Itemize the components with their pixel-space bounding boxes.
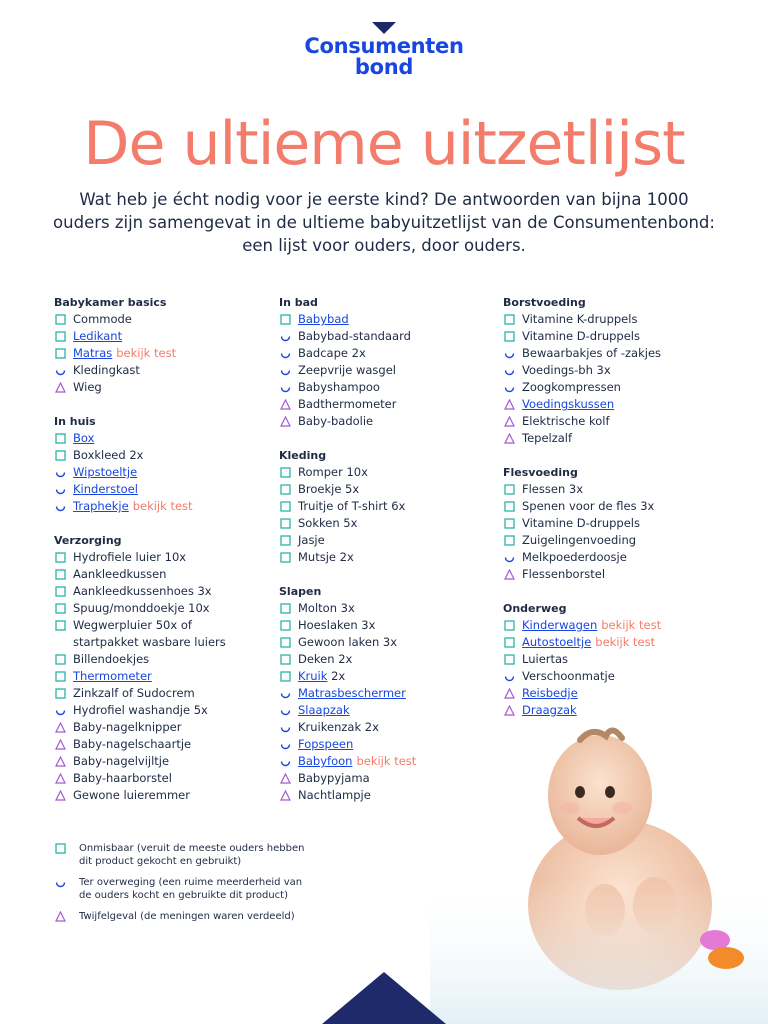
product-link[interactable]: Reisbedje (522, 686, 578, 700)
section-title: Onderweg (503, 602, 567, 615)
legend-text-line: dit product gekocht en gebruikt) (79, 856, 242, 867)
blue-half-circle-icon (55, 467, 66, 478)
checklist-item[interactable] (279, 515, 499, 532)
item-label: Kruikenzak 2x (298, 720, 379, 734)
checklist-item[interactable] (503, 515, 723, 532)
logo-line-1: Consumenten (304, 34, 464, 58)
brand-logo[interactable] (0, 22, 768, 78)
teal-square-icon (280, 535, 291, 546)
item-label: Hoeslaken 3x (298, 618, 376, 632)
item-label: Babypyjama (298, 771, 370, 785)
checklist-item[interactable] (54, 328, 274, 345)
product-link[interactable]: Fopspeen (298, 737, 354, 751)
blue-half-circle-icon (280, 331, 291, 342)
teal-square-icon (55, 348, 66, 359)
logo-triangle-icon (372, 22, 396, 34)
teal-square-icon (280, 620, 291, 631)
product-link[interactable]: Draagzak (522, 703, 577, 717)
item-label: Babybad-standaard (298, 329, 411, 343)
checklist-item[interactable] (54, 481, 274, 498)
checklist-item[interactable] (503, 668, 723, 685)
view-test-link[interactable]: bekijk test (601, 618, 662, 632)
teal-square-icon (504, 501, 515, 512)
product-link[interactable]: Kinderwagen (522, 618, 598, 632)
section-title: In bad (279, 296, 318, 309)
item-label: Mutsje 2x (298, 550, 354, 564)
item-label: Melkpoederdoosje (522, 550, 627, 564)
teal-square-icon (504, 637, 515, 648)
checklist-item[interactable] (503, 651, 723, 668)
item-label: Gewoon laken 3x (298, 635, 398, 649)
section-title: Flesvoeding (503, 466, 578, 479)
blue-half-circle-icon (504, 671, 515, 682)
checklist-item[interactable] (279, 634, 499, 651)
legend-item (54, 910, 334, 923)
item-label: Broekje 5x (298, 482, 360, 496)
blue-half-circle-icon (280, 739, 291, 750)
checklist-item[interactable] (503, 413, 723, 430)
teal-square-icon (280, 603, 291, 614)
teal-square-icon (504, 314, 515, 325)
checklist-item[interactable] (54, 583, 274, 600)
section (279, 447, 499, 566)
checklist-item[interactable] (54, 311, 274, 328)
purple-triangle-icon (504, 416, 515, 427)
checklist-item[interactable] (279, 549, 499, 566)
checklist-item[interactable] (54, 668, 274, 685)
item-label: Zuigelingenvoeding (522, 533, 637, 547)
teal-square-icon (280, 637, 291, 648)
item-label: Gewone luieremmer (73, 788, 190, 802)
checklist-item[interactable] (279, 464, 499, 481)
purple-triangle-icon (504, 688, 515, 699)
teal-square-icon (55, 586, 66, 597)
item-label: Babyshampoo (298, 380, 380, 394)
legend-text-line: Twijfelgeval (de meningen waren verdeeld) (79, 911, 295, 922)
product-link[interactable]: Box (73, 431, 95, 445)
checklist-item[interactable] (54, 566, 274, 583)
checklist-column-1 (54, 294, 274, 821)
product-link[interactable]: Kinderstoel (73, 482, 138, 496)
checklist-column-3 (503, 294, 723, 736)
legend-text-line: de ouders kocht en gebruikte dit product) (79, 890, 288, 901)
teal-square-icon (55, 450, 66, 461)
item-label: Hydrofiele luier 10x (73, 550, 187, 564)
legend-item (54, 842, 334, 868)
teal-square-icon (55, 603, 66, 614)
purple-triangle-icon (280, 773, 291, 784)
item-label: Spuug/monddoekje 10x (73, 601, 210, 615)
checklist-item[interactable] (279, 481, 499, 498)
item-label: Sokken 5x (298, 516, 358, 530)
checklist-item[interactable] (503, 634, 723, 651)
product-link[interactable]: Kruik (298, 669, 328, 683)
item-label: Baby-nagelschaartje (73, 737, 192, 751)
section (503, 464, 723, 583)
item-label: Badcape 2x (298, 346, 366, 360)
checklist-item[interactable] (503, 396, 723, 413)
checklist-item[interactable] (279, 345, 499, 362)
item-label: Boxkleed 2x (73, 448, 144, 462)
checklist-item[interactable] (279, 396, 499, 413)
product-link[interactable]: Babybad (298, 312, 349, 326)
blue-half-circle-icon (504, 382, 515, 393)
item-suffix: 2x (327, 669, 346, 683)
view-test-link[interactable]: bekijk test (595, 635, 656, 649)
item-label: Flessen 3x (522, 482, 584, 496)
section (279, 294, 499, 430)
teal-square-icon (55, 843, 66, 854)
item-label: Flessenborstel (522, 567, 606, 581)
teal-square-icon (504, 654, 515, 665)
checklist-item[interactable] (279, 532, 499, 549)
checklist-item[interactable] (279, 498, 499, 515)
blue-half-circle-icon (504, 365, 515, 376)
purple-triangle-icon (280, 416, 291, 427)
section (54, 532, 274, 804)
item-label: Billendoekjes (73, 652, 150, 666)
section-title: Slapen (279, 585, 322, 598)
section-title: Kleding (279, 449, 327, 462)
teal-square-icon (280, 484, 291, 495)
checklist-item[interactable] (54, 379, 274, 396)
purple-triangle-icon (55, 773, 66, 784)
item-label: Baby-nagelknipper (73, 720, 182, 734)
item-label: Verschoonmatje (522, 669, 615, 683)
checklist-item[interactable] (54, 719, 274, 736)
item-label: Zeepvrije wasgel (298, 363, 396, 377)
item-label: Spenen voor de fles 3x (522, 499, 655, 513)
checklist-item[interactable] (54, 464, 274, 481)
checklist-item[interactable] (279, 413, 499, 430)
teal-square-icon (504, 535, 515, 546)
blue-half-circle-icon (280, 348, 291, 359)
purple-triangle-icon (280, 790, 291, 801)
checklist-item[interactable] (503, 345, 723, 362)
checklist-item[interactable] (503, 481, 723, 498)
legend-item (54, 876, 334, 902)
teal-square-icon (280, 671, 291, 682)
baby-in-bath-photo (430, 700, 768, 1024)
item-label: Aankleedkussen (73, 567, 167, 581)
checklist-item[interactable] (54, 702, 274, 719)
legend-text-line: Ter overweging (een ruime meerderheid van (79, 877, 303, 888)
blue-half-circle-icon (55, 705, 66, 716)
teal-square-icon (504, 518, 515, 529)
teal-square-icon (504, 331, 515, 342)
purple-triangle-icon (55, 756, 66, 767)
checklist-item[interactable] (279, 668, 499, 685)
section (54, 294, 274, 396)
teal-square-icon (55, 314, 66, 325)
item-label: Molton 3x (298, 601, 355, 615)
blue-half-circle-icon (280, 365, 291, 376)
item-label: Vitamine D-druppels (522, 329, 640, 343)
view-test-link[interactable]: bekijk test (116, 346, 177, 360)
checklist-item[interactable] (54, 617, 274, 634)
checklist-item[interactable] (279, 600, 499, 617)
product-link[interactable]: Matrasbeschermer (298, 686, 406, 700)
blue-half-circle-icon (55, 484, 66, 495)
section (503, 294, 723, 447)
checklist-item[interactable] (279, 379, 499, 396)
checklist-item[interactable] (54, 736, 274, 753)
checklist-item[interactable] (54, 787, 274, 804)
page-title: De ultieme uitzetlijst (83, 109, 685, 179)
blue-half-circle-icon (280, 705, 291, 716)
blue-half-circle-icon (504, 552, 515, 563)
purple-triangle-icon (504, 433, 515, 444)
checklist-item[interactable] (503, 549, 723, 566)
product-link[interactable]: Wipstoeltje (73, 465, 138, 479)
item-label: Vitamine K-druppels (522, 312, 638, 326)
teal-square-icon (55, 569, 66, 580)
checklist-item[interactable] (54, 447, 274, 464)
checklist-item[interactable] (279, 328, 499, 345)
item-label: Baby-badolie (298, 414, 374, 428)
item-label: Jasje (298, 533, 325, 547)
blue-half-circle-icon (55, 877, 66, 888)
legend-text-line: Onmisbaar (veruit de meeste ouders hebben (79, 843, 305, 854)
checklist-item[interactable] (279, 651, 499, 668)
product-link[interactable]: Matras (73, 346, 113, 360)
teal-square-icon (280, 314, 291, 325)
checklist-item[interactable] (54, 770, 274, 787)
checklist-item[interactable] (54, 600, 274, 617)
teal-square-icon (55, 688, 66, 699)
intro-text: Wat heb je écht nodig voor je eerste kind? De antwoorden van bijna 1000 ouders zijn samengevat in de ultieme babyuitzetlijst van de Consumentenbond: een lijst voor ouders, door ouders. (53, 190, 715, 255)
teal-square-icon (280, 654, 291, 665)
item-label: Badthermometer (298, 397, 397, 411)
checklist-item[interactable] (54, 498, 274, 515)
teal-square-icon (55, 433, 66, 444)
item-label: Commode (73, 312, 132, 326)
item-label: Hydrofiel washandje 5x (73, 703, 208, 717)
item-label: Baby-nagelvijltje (73, 754, 170, 768)
logo-line-2: bond (354, 55, 414, 79)
item-label: Zoogkompressen (522, 380, 621, 394)
teal-square-icon (504, 484, 515, 495)
checklist-item[interactable] (503, 566, 723, 583)
purple-triangle-icon (504, 399, 515, 410)
purple-triangle-icon (504, 569, 515, 580)
purple-triangle-icon (55, 722, 66, 733)
item-label: Elektrische kolf (522, 414, 610, 428)
product-link[interactable]: Traphekje (73, 499, 129, 513)
legend (54, 842, 334, 931)
section-title: Verzorging (54, 534, 122, 547)
item-label: Romper 10x (298, 465, 368, 479)
checklist-item[interactable] (279, 617, 499, 634)
checklist-item[interactable] (503, 362, 723, 379)
checklist-item[interactable] (54, 345, 274, 362)
teal-square-icon (280, 467, 291, 478)
blue-half-circle-icon (280, 688, 291, 699)
checklist-item[interactable] (503, 617, 723, 634)
item-label: Wieg (73, 380, 102, 394)
product-link[interactable]: Voedingskussen (522, 397, 615, 411)
product-link[interactable]: Thermometer (73, 669, 152, 683)
checklist-item[interactable] (54, 430, 274, 447)
item-label: Luiertas (522, 652, 569, 666)
item-label: Kledingkast (73, 363, 140, 377)
item-label: Tepelzalf (522, 431, 573, 445)
checklist-item[interactable] (54, 753, 274, 770)
item-label: Truitje of T-shirt 6x (298, 499, 406, 513)
teal-square-icon (55, 620, 66, 631)
checklist-item (54, 634, 274, 651)
checklist-item[interactable] (503, 532, 723, 549)
blue-half-circle-icon (280, 382, 291, 393)
product-link[interactable]: Babyfoon (298, 754, 353, 768)
teal-square-icon (280, 501, 291, 512)
teal-square-icon (55, 331, 66, 342)
checklist-item[interactable] (503, 311, 723, 328)
item-label: Baby-haarborstel (73, 771, 172, 785)
checklist-item[interactable] (503, 498, 723, 515)
purple-triangle-icon (280, 399, 291, 410)
purple-triangle-icon (55, 739, 66, 750)
item-label: Deken 2x (298, 652, 353, 666)
blue-half-circle-icon (504, 348, 515, 359)
checklist-item[interactable] (54, 685, 274, 702)
product-link[interactable]: Autostoeltje (522, 635, 592, 649)
teal-square-icon (280, 518, 291, 529)
teal-square-icon (55, 654, 66, 665)
teal-square-icon (55, 552, 66, 563)
item-label: Vitamine D-druppels (522, 516, 640, 530)
section (54, 413, 274, 515)
teal-square-icon (55, 671, 66, 682)
item-label: Bewaarbakjes of -zakjes (522, 346, 662, 360)
blue-half-circle-icon (280, 722, 291, 733)
blue-half-circle-icon (55, 365, 66, 376)
checklist-item[interactable] (54, 549, 274, 566)
view-test-link[interactable]: bekijk test (132, 499, 193, 513)
bottom-triangle-decoration (322, 972, 446, 1024)
item-label: Zinkzalf of Sudocrem (73, 686, 195, 700)
purple-triangle-icon (55, 911, 66, 922)
checklist-item[interactable] (279, 311, 499, 328)
teal-square-icon (504, 620, 515, 631)
blue-half-circle-icon (55, 501, 66, 512)
checklist-item[interactable] (54, 651, 274, 668)
blue-half-circle-icon (280, 756, 291, 767)
item-label: Aankleedkussenhoes 3x (73, 584, 212, 598)
checklist-item[interactable] (503, 430, 723, 447)
item-label: Wegwerpluier 50x of (73, 618, 192, 632)
section-title: Babykamer basics (54, 296, 167, 309)
section-title: Borstvoeding (503, 296, 586, 309)
product-link[interactable]: Slaapzak (298, 703, 350, 717)
checklist-item[interactable] (503, 379, 723, 396)
item-label: Voedings-bh 3x (522, 363, 611, 377)
checklist-item[interactable] (54, 362, 274, 379)
item-label: Nachtlampje (298, 788, 371, 802)
checklist-item[interactable] (503, 328, 723, 345)
view-test-link[interactable]: bekijk test (356, 754, 417, 768)
item-label: startpakket wasbare luiers (73, 635, 226, 649)
purple-triangle-icon (55, 790, 66, 801)
checklist-item[interactable] (279, 362, 499, 379)
teal-square-icon (280, 552, 291, 563)
section-title: In huis (54, 415, 96, 428)
purple-triangle-icon (55, 382, 66, 393)
product-link[interactable]: Ledikant (73, 329, 123, 343)
